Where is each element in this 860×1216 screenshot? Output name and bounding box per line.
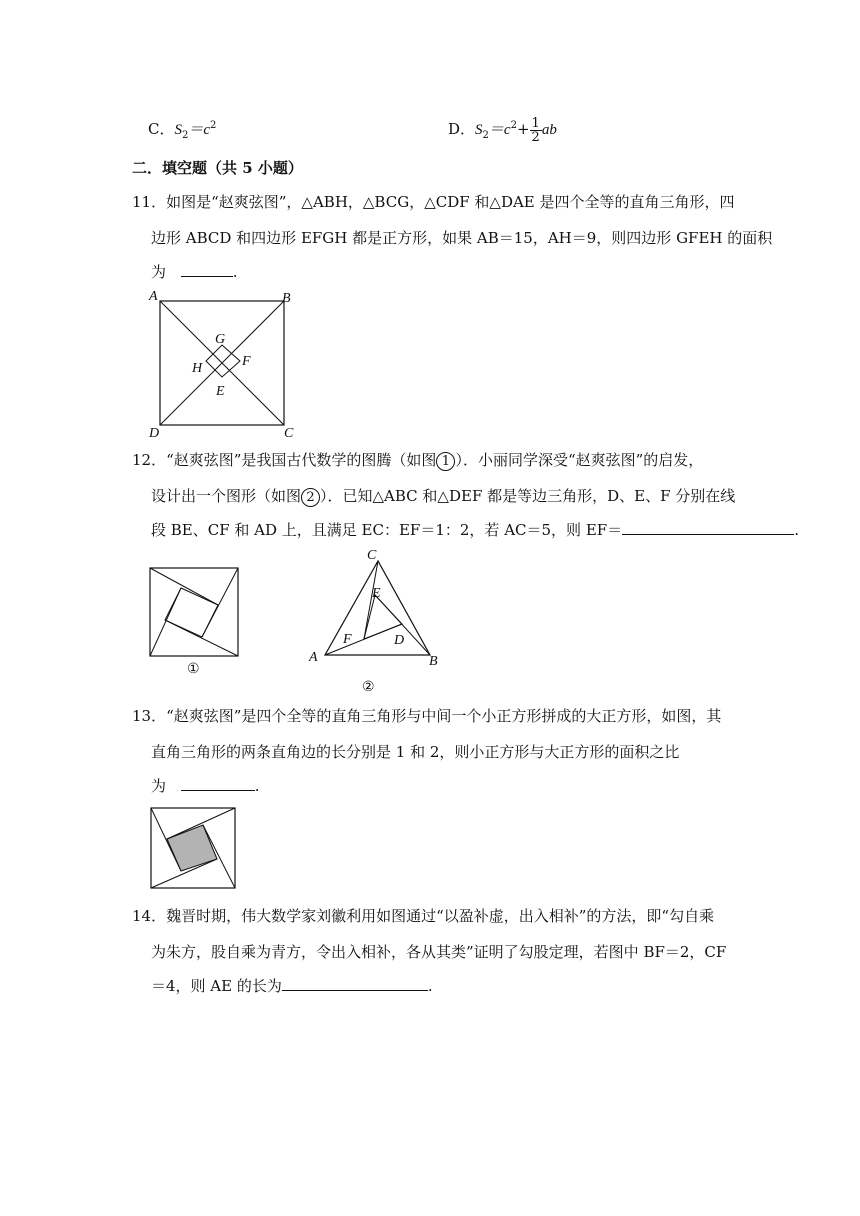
q12-line3-text: 段 BE、CF 和 AD 上，且满足 EC：EF＝1：2，若 AC＝5，则 EF＝ [151, 521, 623, 539]
q12-fig1-outer-square [150, 568, 238, 656]
q12-circle-1: 1 [436, 452, 455, 471]
option-d-tail: ab [541, 122, 557, 138]
option-d-label: D． [448, 120, 476, 138]
q11-line2: 边形 ABCD 和四边形 EFGH 都是正方形，如果 AB＝15，AH＝9，则四边形 GFEH 的面积 [151, 229, 773, 247]
q12-figure-1 [145, 563, 245, 675]
q12-figure-2 [305, 545, 450, 695]
q12-fig2-line-ad [325, 624, 405, 655]
option-c-label: C． [148, 120, 175, 138]
q12-fig1-line-4 [165, 620, 238, 656]
q11-label-e: E [216, 384, 225, 399]
q14-line2: 为朱方，股自乘为青方，令出入相补，各从其类”证明了勾股定理，若图中 BF＝2，CF [151, 943, 727, 961]
q11-label-c: C [284, 426, 294, 441]
q12-line2-a: 设计出一个图形（如图 [151, 487, 302, 505]
q11-label-h: H [192, 361, 203, 376]
q12-fig2-triangle-abc [325, 561, 430, 655]
q13-line3-text: 为 [151, 777, 167, 795]
fraction-denominator: 2 [531, 129, 540, 145]
q12-fig2-caption: ② [362, 680, 375, 695]
option-d-sup: 2 [510, 120, 517, 131]
q12-line3 [151, 520, 799, 540]
q13-line3 [151, 776, 260, 796]
q12-line1-b: ）．小丽同学深受“赵爽弦图”的启发， [455, 451, 704, 469]
q12-fig2-label-e: E [372, 586, 381, 601]
q11-label-f: F [242, 354, 251, 369]
q12-fig1-line-3 [202, 568, 238, 637]
option-c-sup: 2 [210, 120, 217, 131]
q14-line3 [151, 976, 433, 996]
q11-label-d: D [149, 426, 160, 441]
q12-fig2-label-c: C [367, 548, 377, 563]
q11-line3 [151, 262, 238, 282]
q11-label-g: G [215, 332, 226, 347]
q12-end: . [794, 521, 799, 539]
option-d [448, 112, 557, 150]
option-d-eq: ＝c [488, 122, 511, 138]
q11-end: . [232, 263, 238, 281]
option-c-eq: ＝c [188, 122, 211, 138]
q12-fig2-label-d: D [394, 633, 405, 648]
option-c-sub: 2 [181, 130, 189, 141]
option-d-fraction [530, 117, 542, 144]
q12-circle-2: 2 [301, 488, 320, 507]
q12-line1 [132, 450, 703, 471]
q14-end: . [427, 977, 433, 995]
section-title: 二．填空题（共 5 小题） [132, 159, 303, 177]
q12-fig1-caption: ① [187, 662, 200, 675]
q11-label-b: B [282, 291, 291, 306]
q11-figure [140, 285, 310, 441]
q11-line3-text: 为 [151, 263, 167, 281]
q12-answer-blank[interactable] [622, 520, 794, 535]
option-d-sub: 2 [482, 130, 489, 141]
q13-line1: 13．“赵爽弦图”是四个全等的直角三角形与中间一个小正方形拼成的大正方形，如图，其 [132, 707, 722, 725]
option-d-plus: + [516, 120, 530, 138]
option-c [148, 116, 216, 146]
q14-line3-text: ＝4，则 AE 的长为 [151, 977, 282, 995]
q12-fig1-line-1 [150, 588, 181, 656]
q14-line1: 14．魏晋时期，伟大数学家刘徽利用如图通过“以盈补虚，出入相补”的方法，即“勾自乘 [132, 907, 715, 925]
q13-shaded-square [167, 825, 217, 871]
q11-line1: 11．如图是“赵爽弦图”，△ABH，△BCG，△CDF 和△DAE 是四个全等的直角三角形，四 [132, 193, 735, 211]
q12-line2 [151, 486, 735, 507]
q12-fig2-label-a: A [309, 650, 318, 665]
q13-answer-blank[interactable] [181, 776, 255, 791]
q12-fig2-label-f: F [343, 632, 352, 647]
q14-answer-blank[interactable] [282, 976, 428, 991]
q13-end: . [254, 777, 260, 795]
q13-figure [146, 803, 240, 893]
q12-fig2-label-b: B [429, 654, 438, 669]
q11-answer-blank[interactable] [181, 262, 233, 277]
option-d-s: S [475, 122, 483, 138]
q12-fig1-line-2 [150, 568, 218, 605]
fraction-numerator: 1 [531, 115, 540, 131]
q12-line1-a: 12．“赵爽弦图”是我国古代数学的图腾（如图 [132, 451, 437, 469]
option-c-s: S [174, 122, 182, 138]
q11-label-a: A [149, 289, 158, 304]
q12-line2-b: ）．已知△ABC 和△DEF 都是等边三角形，D、E、F 分别在线 [320, 487, 736, 505]
q13-line2: 直角三角形的两条直角边的长分别是 1 和 2，则小正方形与大正方形的面积之比 [151, 743, 680, 761]
q12-fig1-inner-square [165, 588, 218, 637]
